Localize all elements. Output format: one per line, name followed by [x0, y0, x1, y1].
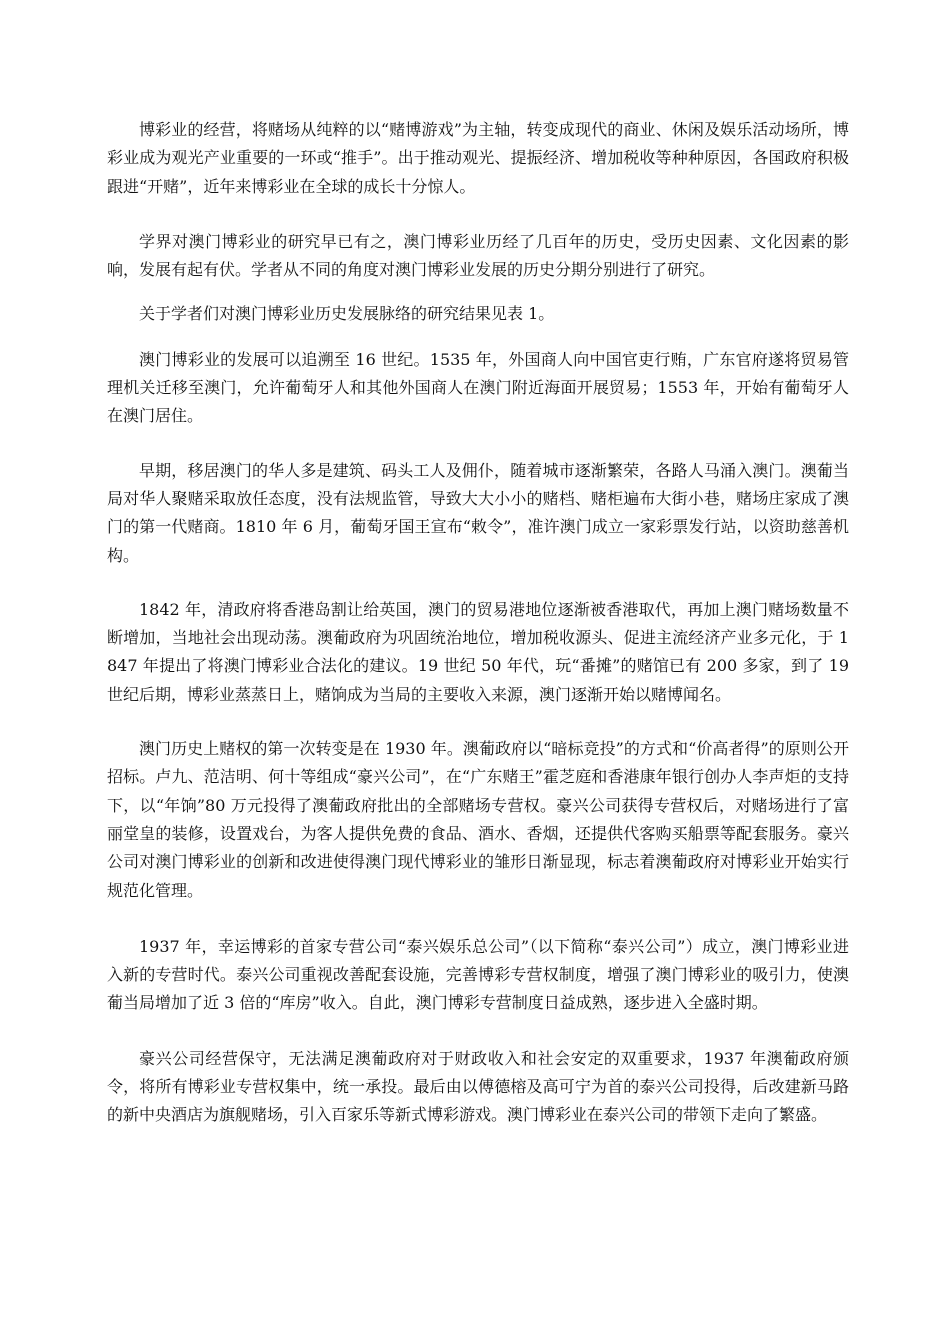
document-page	[107, 116, 849, 1156]
paragraph-5: 早期，移居澳门的华人多是建筑、码头工人及佣仆，随着城市逐渐繁荣，各路人马涌入澳门。澳葡当局对华人聚赌采取放任态度，没有法规监管，导致大大小小的赌档、赌柜遍布大街小巷，赌场庄家成了澳门的第一代赌商。1810 年 6 月，葡萄牙国王宣布“敕令”，准许澳门成立一家彩票发行站，以资助慈善机构。	[107, 460, 849, 565]
paragraph-9: 豪兴公司经营保守，无法满足澳葡政府对于财政收入和社会安定的双重要求，1937 年澳葡政府颁令，将所有博彩业专营权集中，统一承投。最后由以傅德榕及高可宁为首的泰兴公司投得，后改建新马路的新中央酒店为旗舰赌场，引入百家乐等新式博彩游戏。澳门博彩业在泰兴公司的带领下走向了繁盛。	[107, 1048, 849, 1125]
paragraph-3: 关于学者们对澳门博彩业历史发展脉络的研究结果见表 1。	[139, 304, 555, 324]
paragraph-4: 澳门博彩业的发展可以追溯至 16 世纪。1535 年，外国商人向中国官吏行贿，广东官府遂将贸易管理机关迁移至澳门，允许葡萄牙人和其他外国商人在澳门附近海面开展贸易；1553 年，开始有葡萄牙人在澳门居住。	[107, 349, 849, 426]
paragraph-8: 1937 年，幸运博彩的首家专营公司“泰兴娱乐总公司”（以下简称“泰兴公司”）成立，澳门博彩业进入新的专营时代。泰兴公司重视改善配套设施，完善博彩专营权制度，增强了澳门博彩业的吸引力，使澳葡当局增加了近 3 倍的“库房”收入。自此，澳门博彩专营制度日益成熟，逐步进入全盛时期。	[107, 936, 849, 1013]
paragraph-2: 学界对澳门博彩业的研究早已有之，澳门博彩业历经了几百年的历史，受历史因素、文化因素的影响，发展有起有伏。学者从不同的角度对澳门博彩业发展的历史分期分别进行了研究。	[107, 231, 849, 280]
paragraph-1: 博彩业的经营，将赌场从纯粹的以“赌博游戏”为主轴，转变成现代的商业、休闲及娱乐活动场所，博彩业成为观光产业重要的一环或“推手”。出于推动观光、提振经济、增加税收等种种原因，各国政府积极跟进“开赌”，近年来博彩业在全球的成长十分惊人。	[107, 120, 849, 196]
paragraph-7: 澳门历史上赌权的第一次转变是在 1930 年。澳葡政府以“暗标竞投”的方式和“价高者得”的原则公开招标。卢九、范洁明、何十等组成“豪兴公司”，在“广东赌王”霍芝庭和香港康年银行创办人李声炬的支持下，以“年饷”80 万元投得了澳葡政府批出的全部赌场专营权。豪兴公司获得专营权后，对赌场进行了富丽堂皇的装修，设置戏台，为客人提供免费的食品、酒水、香烟，还提供代客购买船票等配套服务。豪兴公司对澳门博彩业的创新和改进使得澳门现代博彩业的雏形日渐显现，标志着澳葡政府对博彩业开始实行规范化管理。	[107, 739, 849, 900]
paragraph-6: 1842 年，清政府将香港岛割让给英国，澳门的贸易港地位逐渐被香港取代，再加上澳门赌场数量不断增加，当地社会出现动荡。澳葡政府为巩固统治地位，增加税收源头、促进主流经济产业多元化，于 1847 年提出了将澳门博彩业合法化的建议。19 世纪 50 年代，玩“番摊”的赌馆已有 200 多家，到了 19 世纪后期，博彩业蒸蒸日上，赌饷成为当局的主要收入来源，澳门逐渐开始以赌博闻名。	[107, 599, 849, 704]
